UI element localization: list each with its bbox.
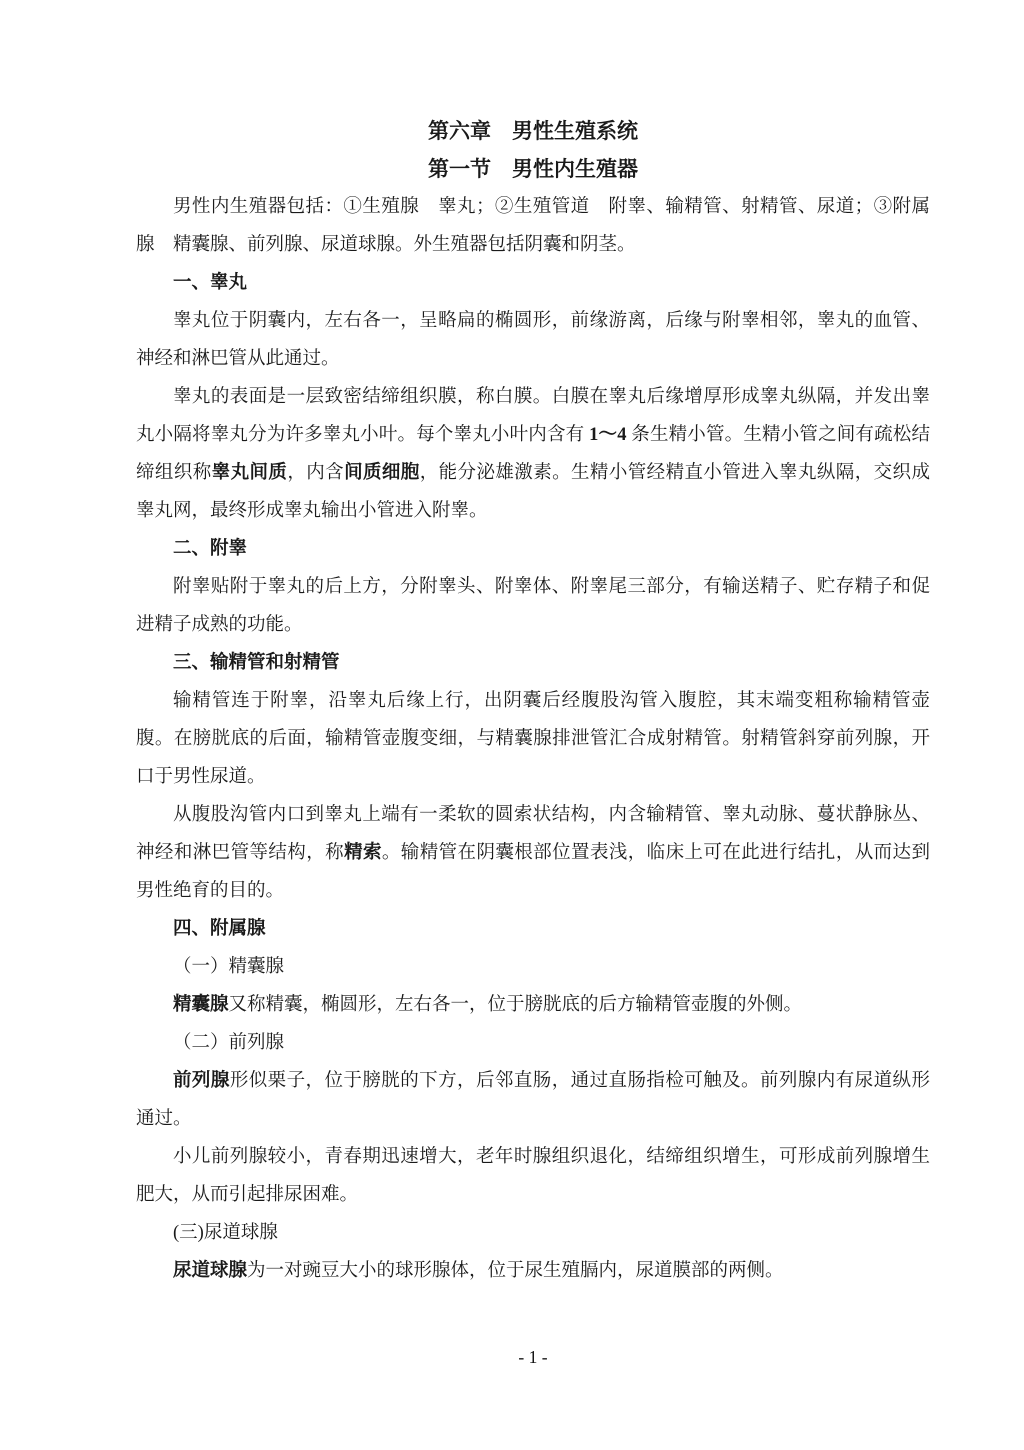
- text-run: 男性内生殖器包括：①生殖腺 睾丸；②生殖管道 附睾、输精管、射精管、尿道；③附属腺 精囊腺、前列腺、尿道球腺。外生殖器包括阴囊和阴茎。: [136, 197, 930, 255]
- section-heading: 三、输精管和射精管: [173, 653, 340, 673]
- section-heading: 四、附属腺: [173, 919, 266, 939]
- bold-term: 尿道球腺: [173, 1261, 248, 1281]
- section-heading: 二、附睾: [173, 539, 248, 559]
- paragraph: [136, 796, 930, 910]
- text-run: 从腹股沟管内口到睾丸上端有一柔软的圆索状结构，内含输精管、睾丸动脉、蔓状静脉丛、神经和淋巴管等结构，称: [136, 805, 930, 863]
- bold-term: 前列腺: [173, 1071, 230, 1091]
- section-heading: 一、睾丸: [173, 273, 248, 293]
- paragraph: [136, 188, 930, 264]
- bold-term: 间质细胞: [344, 463, 420, 483]
- paragraph: [136, 1252, 930, 1290]
- paragraph: [136, 378, 930, 530]
- paragraph: [136, 302, 930, 378]
- text-run: 输精管连于附睾，沿睾丸后缘上行，出阴囊后经腹股沟管入腹腔，其末端变粗称输精管壶腹。在膀胱底的后面，输精管壶腹变细，与精囊腺排泄管汇合成射精管。射精管斜穿前列腺，开口于男性尿道。: [136, 691, 930, 787]
- paragraph: [136, 986, 930, 1024]
- chapter-title: 第六章 男性生殖系统: [428, 119, 638, 143]
- text-run: 睾丸位于阴囊内，左右各一，呈略扁的椭圆形，前缘游离，后缘与附睾相邻，睾丸的血管、神经和淋巴管从此通过。: [136, 311, 930, 369]
- text-run: 形似栗子，位于膀胱的下方，后邻直肠，通过直肠指检可触及。前列腺内有尿道纵形通过。: [136, 1071, 930, 1129]
- text-run: 睾丸的表面是一层致密结缔组织膜，称白膜。白膜在睾丸后缘增厚形成睾丸纵隔，并发出睾丸小隔将睾丸分为许多睾丸小叶。每个睾丸小叶内含有: [136, 387, 930, 445]
- bold-term: 精囊腺: [173, 995, 229, 1015]
- text-run: ，能分泌雄激素。生精小管经精直小管进入睾丸纵隔，交织成睾丸网，最终形成睾丸输出小管进入附睾。: [136, 463, 930, 521]
- paragraph: [136, 1138, 930, 1214]
- paragraph: [136, 682, 930, 796]
- bold-term: 精索: [344, 843, 382, 863]
- document-body: [136, 188, 930, 1290]
- text-run: 为一对豌豆大小的球形腺体，位于尿生殖膈内，尿道膜部的两侧。: [247, 1261, 784, 1281]
- text-run: 又称精囊，椭圆形，左右各一，位于膀胱底的后方输精管壶腹的外侧。: [228, 995, 803, 1015]
- subsection-heading: （一）精囊腺: [173, 957, 285, 977]
- section-title: 第一节 男性内生殖器: [428, 157, 638, 181]
- paragraph: [136, 1062, 930, 1138]
- document-text-block: [136, 112, 930, 1290]
- text-run: 条生精小管。生精小管之间有疏松结缔组织称: [136, 425, 930, 483]
- text-run: 附睾贴附于睾丸的后上方，分附睾头、附睾体、附睾尾三部分，有输送精子、贮存精子和促进精子成熟的功能。: [136, 577, 930, 635]
- page-number: - 1 -: [518, 1347, 548, 1367]
- text-run: 小儿前列腺较小，青春期迅速增大，老年时腺组织退化，结缔组织增生，可形成前列腺增生肥大，从而引起排尿困难。: [136, 1147, 930, 1205]
- subsection-heading: (三)尿道球腺: [173, 1223, 278, 1243]
- bold-term: 1～4: [589, 425, 627, 445]
- text-run: 。输精管在阴囊根部位置表浅，临床上可在此进行结扎，从而达到男性绝育的目的。: [136, 843, 930, 901]
- paragraph: [136, 568, 930, 644]
- subsection-heading: （二）前列腺: [173, 1033, 285, 1053]
- text-run: ，内含: [287, 463, 345, 483]
- bold-term: 睾丸间质: [211, 463, 288, 483]
